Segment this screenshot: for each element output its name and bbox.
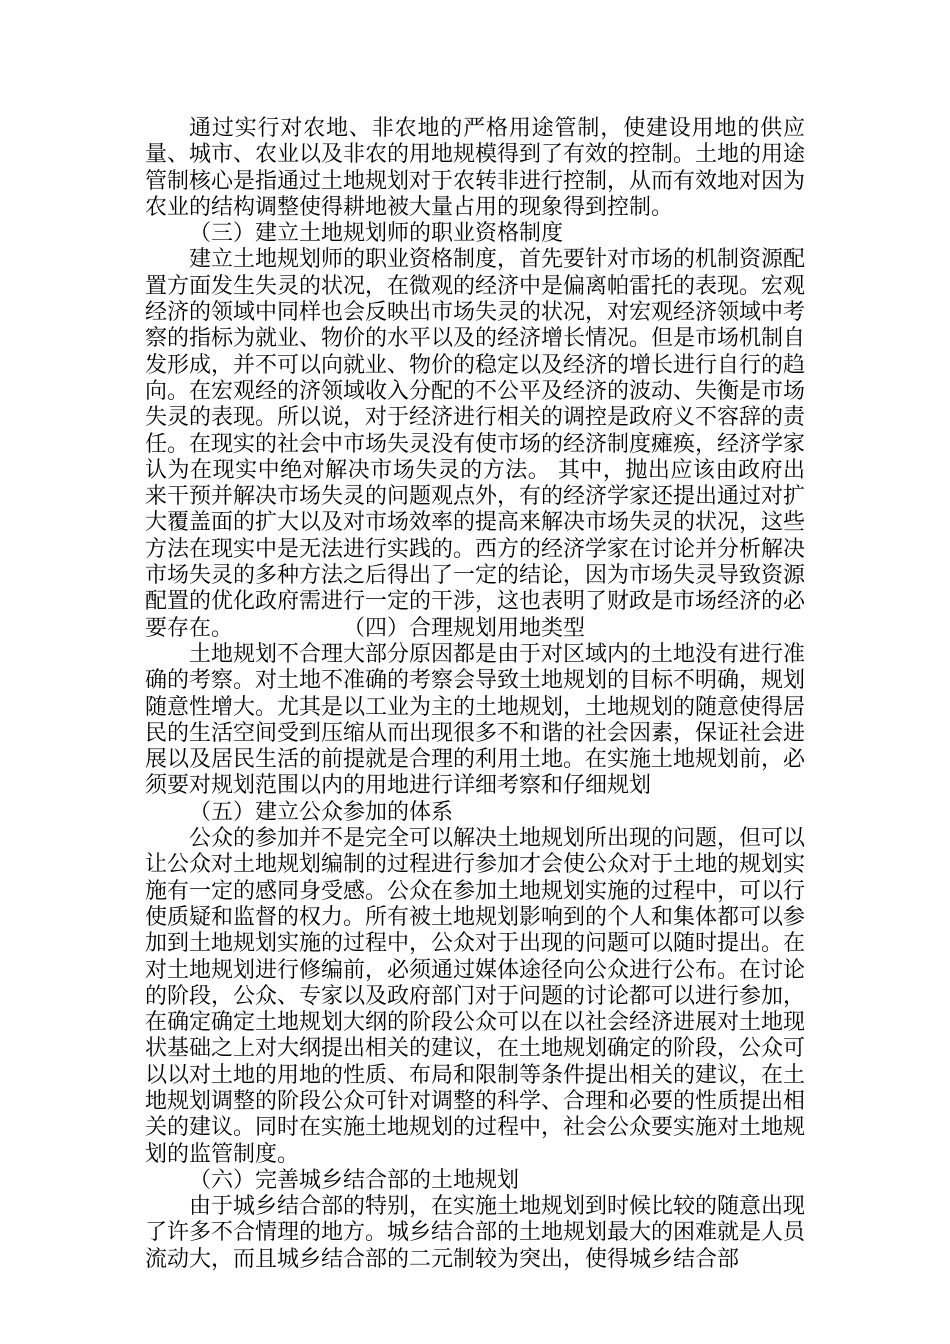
paragraph-public-participation: 公众的参加并不是完全可以解决土地规划所出现的问题，但可以让公众对土地规划编制的过程进行参加才会使公众对于土地的规划实施有一定的感同身受感。公众在参加土地规划实施的过程中，可以行使质疑和监督的权力。所有被土地规划影响到的个人和集体都可以参加到土地规划实施的过程中，公众对于出现的问题可以随时提出。在对土地规划进行修编前，必须通过媒体途径向公众进行公布。在讨论的阶段，公众、专家以及政府部门对于问题的讨论都可以进行参加，在确定确定土地规划大纲的阶段公众可以在以社会经济进展对土地现状基础之上对大纲提出相关的建议，在土地规划确定的阶段，公众可以以对土地的用地的性质、布局和限制等条件提出相关的建议，在土地规划调整的阶段公众可针对调整的科学、合理和必要的性质提出相关的建议。同时在实施土地规划的过程中，社会公众要实施对土地规划的监管制度。 bbox=[145, 826, 806, 1167]
paragraph-market-failure: 建立土地规划师的职业资格制度，首先要针对市场的机制资源配置方面发生失灵的状况，在微观的经济中是偏离帕雷托的表现。宏观经济的领域中同样也会反映出市场失灵的状况，对宏观经济领域中考察的指标为就业、物价的水平以及的经济增长情况。但是市场机制自发形成，并不可以向就业、物价的稳定以及经济的增长进行自行的趋向。在宏观经的济领域收入分配的不公平及经济的波动、失衡是市场失灵的表现。所以说，对于经济进行相关的调控是政府义不容辞的责任。在现实的社会中市场失灵没有使市场的经济制度瘫痪，经济学家认为在现实中绝对解决市场失灵的方法。 其中，抛出应该由政府出来干预并解决市场失灵的问题观点外，有的经济学家还提出通过对扩大覆盖面的扩大以及对市场效率的提高来解决市场失灵的状况，这些方法在现实中是无法进行实践的。西方的经济学家在讨论并分析解决市场失灵的多种方法之后得出了一定的结论，因为市场失灵导致资源配置的优化政府需进行一定的干涉，这也表明了财政是市场经济的必要存在。 （四）合理规划用地类型 bbox=[145, 247, 806, 641]
heading-urban-rural-fringe: （六）完善城乡结合部的土地规划 bbox=[189, 1167, 520, 1193]
document-body bbox=[145, 116, 805, 1273]
paragraph-urban-rural-fringe: 由于城乡结合部的特别，在实施土地规划到时候比较的随意出现了许多不合情理的地方。城乡结合部的土地规划最大的困难就是人员流动大，而且城乡结合部的二元制较为突出，使得城乡结合部 bbox=[145, 1194, 806, 1272]
heading-public-participation: （五）建立公众参加的体系 bbox=[189, 799, 454, 825]
heading-planner-qualification: （三）建立土地规划师的职业资格制度 bbox=[189, 221, 564, 247]
paragraph-land-use-control: 通过实行对农地、非农地的严格用途管制，使建设用地的供应量、城市、农业以及非农的用地规模得到了有效的控制。土地的用途管制核心是指通过土地规划对于农转非进行控制，从而有效地对因为农业的结构调整使得耕地被大量占用的现象得到控制。 bbox=[145, 116, 806, 220]
paragraph-land-type-planning: 土地规划不合理大部分原因都是由于对区域内的土地没有进行准确的考察。对土地不准确的考察会导致土地规划的目标不明确，规划随意性增大。尤其是以工业为主的土地规划，土地规划的随意使得居民的生活空间受到压缩从而出现很多不和谐的社会因素，保证社会进展以及居民生活的前提就是合理的利用土地。在实施土地规划前，必须要对规划范围以内的用地进行详细考察和仔细规划 bbox=[145, 641, 806, 799]
